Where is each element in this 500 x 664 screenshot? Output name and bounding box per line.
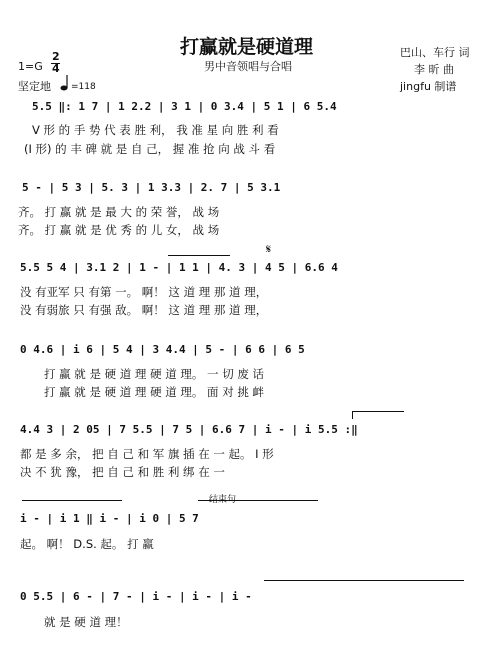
song-subtitle: 男中音领唱与合唱 bbox=[204, 60, 292, 73]
score-row-6-notes: i - | i 1 ‖ i - | i 0 | 5 7 bbox=[20, 512, 199, 525]
ending-bracket bbox=[22, 500, 122, 501]
composer-credit: 李 昕 曲 bbox=[414, 63, 454, 76]
score-row-5-notes: 4.4 3 | 2 05 | 7 5.5 | 7 5 | 6.6 7 | i - | i 5.5 :‖ bbox=[20, 423, 358, 436]
tie-row-7 bbox=[264, 580, 464, 581]
score-row-3-lyrics-verse-1: 没 有亚军 只 有第 一。 啊！ 这 道 理 那 道 理， bbox=[20, 285, 268, 299]
time-signature-top: 2 bbox=[52, 50, 60, 63]
ending-label: 结束句 bbox=[209, 495, 237, 505]
arranger-credit: jingfu 制谱 bbox=[400, 80, 457, 93]
score-row-2-notes: 5 - | 5 3 | 5. 3 | 1 3.3 | 2. 7 | 5 3.1 bbox=[22, 181, 281, 194]
score-row-3-lyrics-verse-2: 没 有弱旅 只 有强 敌。 啊！ 这 道 理 那 道 理， bbox=[20, 303, 268, 317]
score-row-5-lyrics-verse-2: 决 不 犹 豫， 把 自 己 和 胜 利 绑 在 一 bbox=[20, 465, 225, 479]
volta-bracket bbox=[352, 411, 404, 412]
quarter-note-icon bbox=[60, 74, 70, 92]
score-row-4-lyrics-verse-2: 打 赢 就 是 硬 道 理 硬 道 理。 面 对 挑 衅 bbox=[44, 385, 265, 399]
score-row-6-lyrics: 起。 啊！ D.S. 起。 打 赢 bbox=[20, 537, 154, 551]
song-title: 打赢就是硬道理 bbox=[180, 36, 314, 58]
score-row-3-notes: 5.5 5 4 | 3.1 2 | 1 - | 1 1 | 4. 3 | 4 5 | 6.6 4 bbox=[20, 261, 338, 274]
score-row-2-lyrics-verse-2: 齐。 打 赢 就 是 优 秀 的 儿 女， 战 场 bbox=[18, 223, 220, 237]
key-signature: 1=G bbox=[18, 60, 43, 73]
lyricist-credit: 巴山、车行 词 bbox=[400, 46, 470, 59]
score-row-2-lyrics-verse-1: 齐。 打 赢 就 是 最 大 的 荣 誉， 战 场 bbox=[18, 205, 220, 219]
segno-icon: 𝄋 bbox=[266, 242, 272, 256]
volta-bracket-edge bbox=[352, 411, 353, 419]
tie-row-3 bbox=[168, 255, 230, 256]
score-row-1-notes: 5.5 ‖: 1 7 | 1 2.2 | 3 1 | 0 3.4 | 5 1 | 6 5.4 bbox=[32, 100, 337, 113]
score-row-1-lyrics-verse-2: (I 形) 的 丰 碑 就 是 自 己， 握 准 抢 向 战 斗 看 bbox=[24, 142, 276, 156]
tempo-value: =118 bbox=[71, 82, 96, 92]
score-row-4-notes: 0 4.6 | i 6 | 5 4 | 3 4.4 | 5 - | 6 6 | 6 5 bbox=[20, 343, 305, 356]
score-row-7-lyrics: 就 是 硬 道 理！ bbox=[44, 615, 128, 629]
score-row-1-lyrics-verse-1: V 形 的 手 势 代 表 胜 利， 我 准 星 向 胜 利 看 bbox=[32, 123, 279, 137]
score-row-5-lyrics-verse-1: 都 是 多 余， 把 自 己 和 军 旗 插 在 一 起。 I 形 bbox=[20, 447, 274, 461]
time-signature-bottom: 4 bbox=[52, 62, 60, 75]
score-row-4-lyrics-verse-1: 打 赢 就 是 硬 道 理 硬 道 理。 一 切 废 话 bbox=[44, 367, 265, 381]
score-row-7-notes: 0 5.5 | 6 - | 7 - | i - | i - | i - bbox=[20, 590, 252, 603]
tempo-text: 坚定地 bbox=[18, 80, 51, 93]
